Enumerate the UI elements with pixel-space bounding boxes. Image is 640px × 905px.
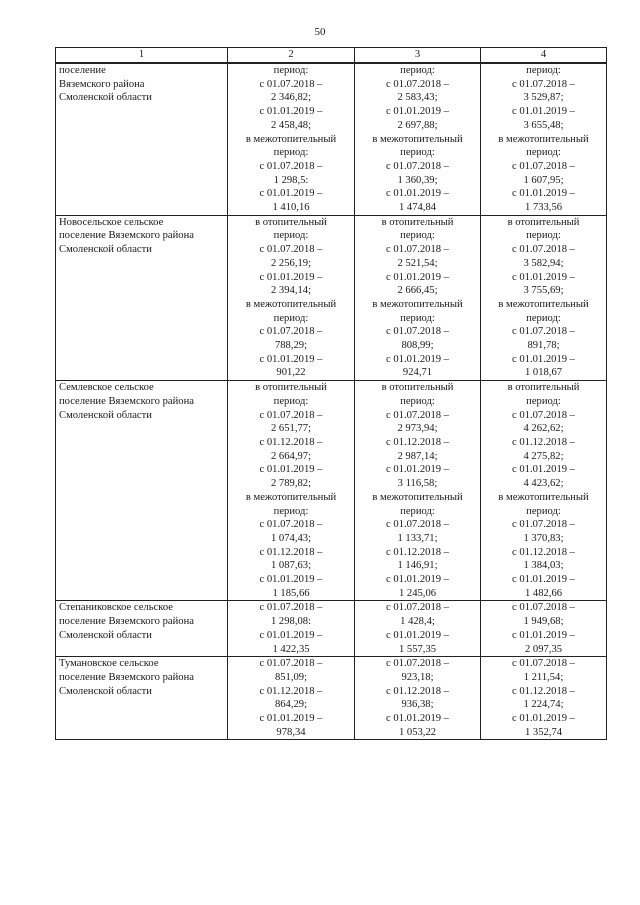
tariff-line: 1 360,39; xyxy=(397,174,438,186)
tariff-line: с 01.12.2018 – xyxy=(512,685,575,697)
tariff-cell xyxy=(355,381,481,601)
tariff-line: с 01.01.2019 – xyxy=(386,353,449,365)
settlement-name-line: Смоленской области xyxy=(59,92,152,104)
tariff-line: 851,09; xyxy=(274,671,308,683)
page-number: 50 xyxy=(314,26,326,38)
table-header-row xyxy=(56,48,607,64)
tariff-line: 3 116,58; xyxy=(397,478,438,490)
tariff-line: с 01.01.2019 – xyxy=(386,464,449,476)
tariff-line: период: xyxy=(400,505,435,517)
tariff-cell xyxy=(228,63,355,215)
tariff-line: 2 458,48; xyxy=(270,119,312,131)
tariff-line: с 01.07.2018 – xyxy=(512,78,575,90)
tariff-line: с 01.12.2018 – xyxy=(512,436,575,448)
tariff-line: с 01.07.2018 – xyxy=(512,244,575,256)
tariff-line: в межотопительный xyxy=(498,491,589,503)
tariff-line: с 01.01.2019 – xyxy=(386,106,449,118)
tariff-line: 1 146,91; xyxy=(397,560,438,572)
tariff-line: с 01.07.2018 – xyxy=(386,244,449,256)
tariff-line: с 01.07.2018 – xyxy=(386,602,449,614)
tariff-line: период: xyxy=(273,230,309,242)
tariff-line: с 01.07.2018 – xyxy=(386,658,449,670)
tariff-line: период: xyxy=(526,395,561,407)
tariff-line: с 01.01.2019 – xyxy=(386,629,449,641)
tariff-line: 2 973,94; xyxy=(397,423,438,435)
tariff-line: с 01.01.2019 – xyxy=(512,464,575,476)
tariff-line: с 01.01.2019 – xyxy=(512,271,575,283)
settlement-name-line: Новосельское сельское xyxy=(59,216,164,228)
settlement-name-line: поселение Вяземского района xyxy=(59,616,194,628)
tariff-line: с 01.01.2019 – xyxy=(259,713,323,725)
tariff-cell xyxy=(228,215,355,380)
tariff-line: с 01.07.2018 – xyxy=(512,658,575,670)
tariff-line: 924,71 xyxy=(402,367,433,379)
tariff-line: с 01.12.2018 – xyxy=(259,546,323,558)
tariff-line: с 01.12.2018 – xyxy=(259,685,323,697)
tariff-line: 923,18; xyxy=(401,671,434,683)
tariff-line: 2 583,43; xyxy=(397,92,438,104)
tariff-line: 1 410,16 xyxy=(272,202,310,214)
tariff-line: 2 666,45; xyxy=(397,285,438,297)
tariff-line: 2 097,35 xyxy=(524,643,563,655)
tariff-line: 2 346,82; xyxy=(270,92,312,104)
tariff-line: с 01.01.2019 – xyxy=(512,574,575,586)
tariff-line: в межотопительный xyxy=(372,491,463,503)
tariff-line: в межотопительный xyxy=(245,298,337,310)
tariff-line: с 01.01.2019 – xyxy=(386,188,449,200)
tariff-line: с 01.01.2019 – xyxy=(512,188,575,200)
settlement-name-cell xyxy=(56,601,228,657)
settlement-name-line: Смоленской области xyxy=(59,244,152,256)
tariff-line: в отопительный xyxy=(507,382,580,394)
tariff-line: в межотопительный xyxy=(498,133,589,145)
tariff-table xyxy=(55,47,607,740)
tariff-line: 1 733,56 xyxy=(524,202,563,214)
settlement-name-line: Тумановское сельское xyxy=(59,658,159,670)
settlement-name-line: Смоленской области xyxy=(59,685,152,697)
tariff-line: 891,78; xyxy=(527,340,560,352)
tariff-line: с 01.07.2018 – xyxy=(259,409,323,421)
tariff-line: с 01.01.2019 – xyxy=(259,188,323,200)
tariff-line: 1 074,43; xyxy=(270,532,312,544)
tariff-line: 1 018,67 xyxy=(524,367,563,379)
tariff-line: с 01.07.2018 – xyxy=(512,409,575,421)
tariff-line: 3 529,87; xyxy=(523,92,564,104)
table-row xyxy=(56,381,607,601)
tariff-line: с 01.12.2018 – xyxy=(386,546,449,558)
tariff-line: с 01.12.2018 – xyxy=(512,546,575,558)
tariff-line: с 01.07.2018 – xyxy=(512,519,575,531)
tariff-line: период: xyxy=(273,147,309,159)
tariff-line: 2 664,97; xyxy=(270,450,312,462)
tariff-cell xyxy=(481,657,607,740)
tariff-line: 2 651,77; xyxy=(270,423,312,435)
tariff-line: 1 352,74 xyxy=(524,726,563,738)
tariff-line: с 01.12.2018 – xyxy=(259,436,323,448)
tariff-line: с 01.07.2018 – xyxy=(386,326,449,338)
tariff-cell xyxy=(481,215,607,380)
tariff-line: период: xyxy=(400,312,435,324)
tariff-line: с 01.01.2019 – xyxy=(259,353,323,365)
tariff-line: период: xyxy=(273,505,309,517)
tariff-line: период: xyxy=(273,395,309,407)
settlement-name-line: поселение Вяземского района xyxy=(59,230,194,242)
tariff-cell xyxy=(355,601,481,657)
tariff-line: с 01.01.2019 – xyxy=(512,629,575,641)
tariff-line: с 01.07.2018 – xyxy=(259,78,323,90)
tariff-line: 1 607,95; xyxy=(523,174,564,186)
tariff-line: с 01.12.2018 – xyxy=(386,685,449,697)
table-row xyxy=(56,63,607,215)
tariff-cell xyxy=(481,63,607,215)
tariff-line: с 01.12.2018 – xyxy=(386,436,449,448)
tariff-line: 1 428,4; xyxy=(400,616,435,628)
column-header: 4 xyxy=(481,48,607,64)
tariff-line: 4 275,82; xyxy=(523,450,564,462)
settlement-name-cell xyxy=(56,381,228,601)
tariff-line: в межотопительный xyxy=(372,298,463,310)
tariff-cell xyxy=(481,381,607,601)
tariff-line: с 01.01.2019 – xyxy=(386,271,449,283)
tariff-line: период: xyxy=(400,395,435,407)
tariff-line: 4 423,62; xyxy=(523,478,564,490)
tariff-line: период: xyxy=(526,65,561,76)
tariff-line: с 01.01.2019 – xyxy=(259,271,323,283)
tariff-cell xyxy=(228,601,355,657)
tariff-line: период: xyxy=(526,147,561,159)
tariff-line: с 01.07.2018 – xyxy=(386,78,449,90)
tariff-line: с 01.01.2019 – xyxy=(259,629,323,641)
tariff-line: 864,29; xyxy=(274,699,308,711)
tariff-line: 2 987,14; xyxy=(397,450,438,462)
tariff-line: период: xyxy=(526,230,561,242)
tariff-line: период: xyxy=(273,312,309,324)
settlement-name-line: поселение xyxy=(59,65,106,76)
tariff-line: с 01.01.2019 – xyxy=(512,713,575,725)
tariff-line: в отопительный xyxy=(507,216,580,228)
tariff-line: с 01.01.2019 – xyxy=(512,106,575,118)
tariff-cell xyxy=(228,657,355,740)
tariff-line: 2 521,54; xyxy=(397,257,438,269)
settlement-name-line: Степаниковское сельское xyxy=(59,602,173,614)
tariff-line: в межотопительный xyxy=(245,491,337,503)
tariff-line: с 01.07.2018 – xyxy=(512,326,575,338)
tariff-line: с 01.07.2018 – xyxy=(259,160,323,172)
tariff-line: 2 697,88; xyxy=(397,119,438,131)
settlement-name-line: Смоленской области xyxy=(59,409,152,421)
tariff-line: с 01.01.2019 – xyxy=(259,106,323,118)
tariff-line: 1 133,71; xyxy=(397,532,438,544)
table-row xyxy=(56,657,607,740)
tariff-line: в межотопительный xyxy=(245,133,337,145)
settlement-name-line: поселение Вяземского района xyxy=(59,395,194,407)
tariff-line: в отопительный xyxy=(255,382,327,394)
tariff-line: 3 655,48; xyxy=(523,119,564,131)
settlement-name-line: Семлевское сельское xyxy=(59,382,154,394)
tariff-line: с 01.07.2018 – xyxy=(259,519,323,531)
tariff-line: 1 422,35 xyxy=(272,643,310,655)
tariff-line: в отопительный xyxy=(381,382,454,394)
tariff-cell xyxy=(481,601,607,657)
tariff-line: 1 557,35 xyxy=(398,643,437,655)
tariff-cell xyxy=(355,63,481,215)
tariff-line: 2 789,82; xyxy=(270,478,312,490)
table-row xyxy=(56,601,607,657)
tariff-line: с 01.07.2018 – xyxy=(259,658,323,670)
settlement-name-line: Смоленской области xyxy=(59,629,152,641)
tariff-line: 936,38; xyxy=(401,699,434,711)
tariff-line: 1 384,03; xyxy=(523,560,564,572)
tariff-line: 2 394,14; xyxy=(270,285,312,297)
tariff-line: 3 582,94; xyxy=(523,257,564,269)
tariff-line: период: xyxy=(400,230,435,242)
tariff-line: с 01.07.2018 – xyxy=(386,519,449,531)
tariff-line: 1 298,08: xyxy=(270,616,312,628)
settlement-name-cell xyxy=(56,215,228,380)
column-header: 1 xyxy=(56,48,228,64)
tariff-line: в межотопительный xyxy=(498,298,589,310)
tariff-line: 3 755,69; xyxy=(523,285,564,297)
settlement-name-cell xyxy=(56,657,228,740)
tariff-line: в межотопительный xyxy=(372,133,463,145)
tariff-line: 1 087,63; xyxy=(270,560,312,572)
tariff-line: с 01.07.2018 – xyxy=(386,409,449,421)
tariff-line: 1 298,5: xyxy=(273,174,309,186)
tariff-line: период: xyxy=(526,505,561,517)
tariff-line: в отопительный xyxy=(255,216,327,228)
tariff-line: с 01.07.2018 – xyxy=(259,244,323,256)
tariff-line: 1 370,83; xyxy=(523,532,564,544)
tariff-line: период: xyxy=(273,65,309,76)
tariff-line: 1 245,06 xyxy=(398,587,437,599)
tariff-line: 4 262,62; xyxy=(523,423,564,435)
tariff-line: 1 224,74; xyxy=(523,699,564,711)
tariff-line: 1 211,54; xyxy=(523,671,564,683)
tariff-line: 808,99; xyxy=(401,340,434,352)
tariff-line: 1 949,68; xyxy=(523,616,564,628)
tariff-line: период: xyxy=(400,147,435,159)
tariff-line: 1 053,22 xyxy=(398,726,437,738)
tariff-line: с 01.07.2018 – xyxy=(259,602,323,614)
tariff-line: 1 474,84 xyxy=(398,202,437,214)
tariff-cell xyxy=(355,215,481,380)
tariff-line: с 01.01.2019 – xyxy=(512,353,575,365)
tariff-line: с 01.01.2019 – xyxy=(386,713,449,725)
tariff-line: с 01.07.2018 – xyxy=(512,160,575,172)
tariff-line: период: xyxy=(526,312,561,324)
tariff-line: период: xyxy=(400,65,435,76)
settlement-name-line: Вяземского района xyxy=(59,78,145,90)
column-header: 2 xyxy=(228,48,355,64)
tariff-line: 788,29; xyxy=(274,340,308,352)
tariff-line: 1 185,66 xyxy=(272,587,310,599)
tariff-line: с 01.01.2019 – xyxy=(259,574,323,586)
table-row xyxy=(56,215,607,380)
column-header: 3 xyxy=(355,48,481,64)
tariff-line: в отопительный xyxy=(381,216,454,228)
tariff-line: 901,22 xyxy=(276,367,306,379)
tariff-line: 978,34 xyxy=(276,726,306,738)
tariff-line: с 01.07.2018 – xyxy=(259,326,323,338)
settlement-name-line: поселение Вяземского района xyxy=(59,671,194,683)
tariff-line: с 01.07.2018 – xyxy=(512,602,575,614)
tariff-line: с 01.01.2019 – xyxy=(259,464,323,476)
table-body xyxy=(56,63,607,740)
tariff-line: 1 482,66 xyxy=(524,587,563,599)
tariff-line: с 01.07.2018 – xyxy=(386,160,449,172)
tariff-cell xyxy=(228,381,355,601)
tariff-line: с 01.01.2019 – xyxy=(386,574,449,586)
tariff-cell xyxy=(355,657,481,740)
settlement-name-cell xyxy=(56,63,228,215)
tariff-line: 2 256,19; xyxy=(270,257,312,269)
